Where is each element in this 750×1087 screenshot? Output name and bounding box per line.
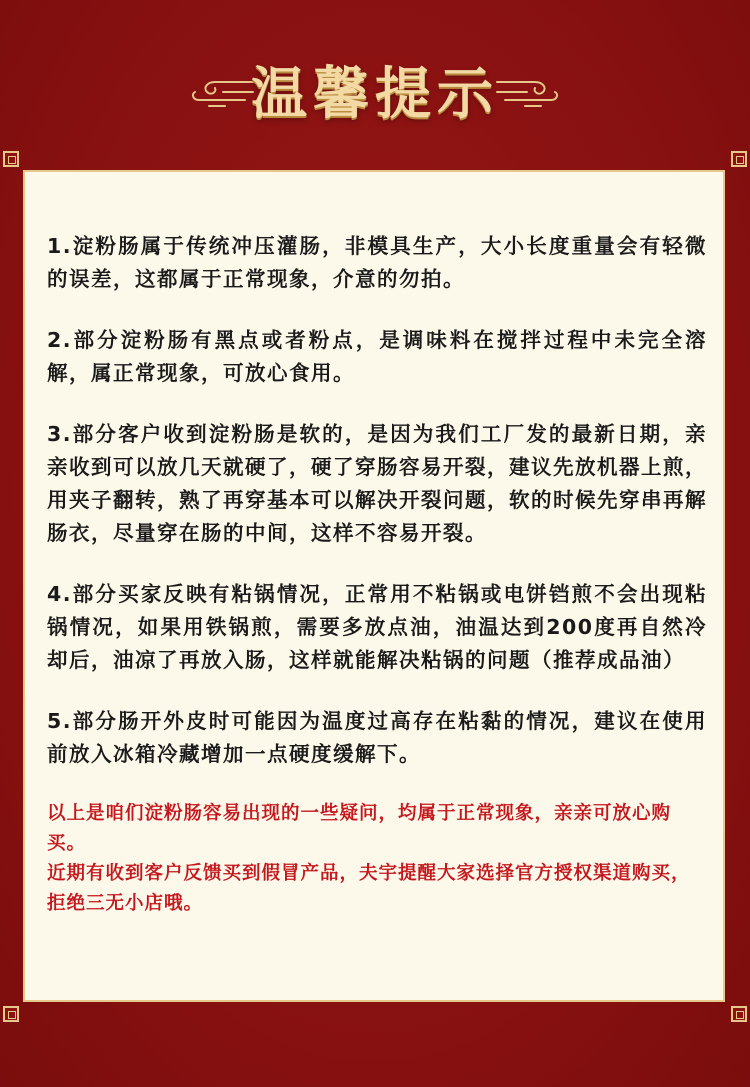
tip-paragraph-5: 5.部分肠开外皮时可能因为温度过高存在粘黏的情况，建议在使用前放入冰箱冷藏增加一点硬度缓解下。 (47, 709, 707, 766)
corner-ornament-icon (3, 151, 19, 167)
notice-text-2: 近期有收到客户反馈买到假冒产品，夫宇提醒大家选择官方授权渠道购买，拒绝三无小店哦。 (47, 863, 691, 914)
corner-ornament-icon (731, 1006, 747, 1022)
notice-text-1: 以上是咱们淀粉肠容易出现的一些疑问，均属于正常现象，亲亲可放心购买。 (47, 803, 672, 854)
content-panel (23, 170, 725, 1002)
cloud-ornament-icon (495, 70, 565, 110)
tip-paragraph-3: 3.部分客户收到淀粉肠是软的，是因为我们工厂发的最新日期，亲亲收到可以放几天就硬了，硬了穿肠容易开裂，建议先放机器上煎，用夹子翻转，熟了再穿基本可以解决开裂问题，软的时候先穿串再解肠衣，尽量穿在肠的中间，这样不容易开裂。 (47, 422, 707, 545)
header (0, 40, 750, 140)
corner-ornament-icon (731, 151, 747, 167)
tip-paragraph-1: 1.淀粉肠属于传统冲压灌肠，非模具生产，大小长度重量会有轻微的误差，这都属于正常现象，介意的勿拍。 (47, 234, 707, 291)
content-body (47, 230, 707, 919)
tip-paragraph-2: 2.部分淀粉肠有黑点或者粉点，是调味料在搅拌过程中未完全溶解，属正常现象，可放心食用。 (47, 328, 707, 385)
corner-ornament-icon (3, 1006, 19, 1022)
page-title: 温馨提示 (251, 61, 499, 127)
notice-block (47, 799, 707, 919)
tip-paragraph-4: 4.部分买家反映有粘锅情况，正常用不粘锅或电饼铛煎不会出现粘锅情况，如果用铁锅煎，需要多放点油，油温达到200度再自然冷却后，油凉了再放入肠，这样就能解决粘锅的问题（推荐成品油） (47, 582, 707, 672)
